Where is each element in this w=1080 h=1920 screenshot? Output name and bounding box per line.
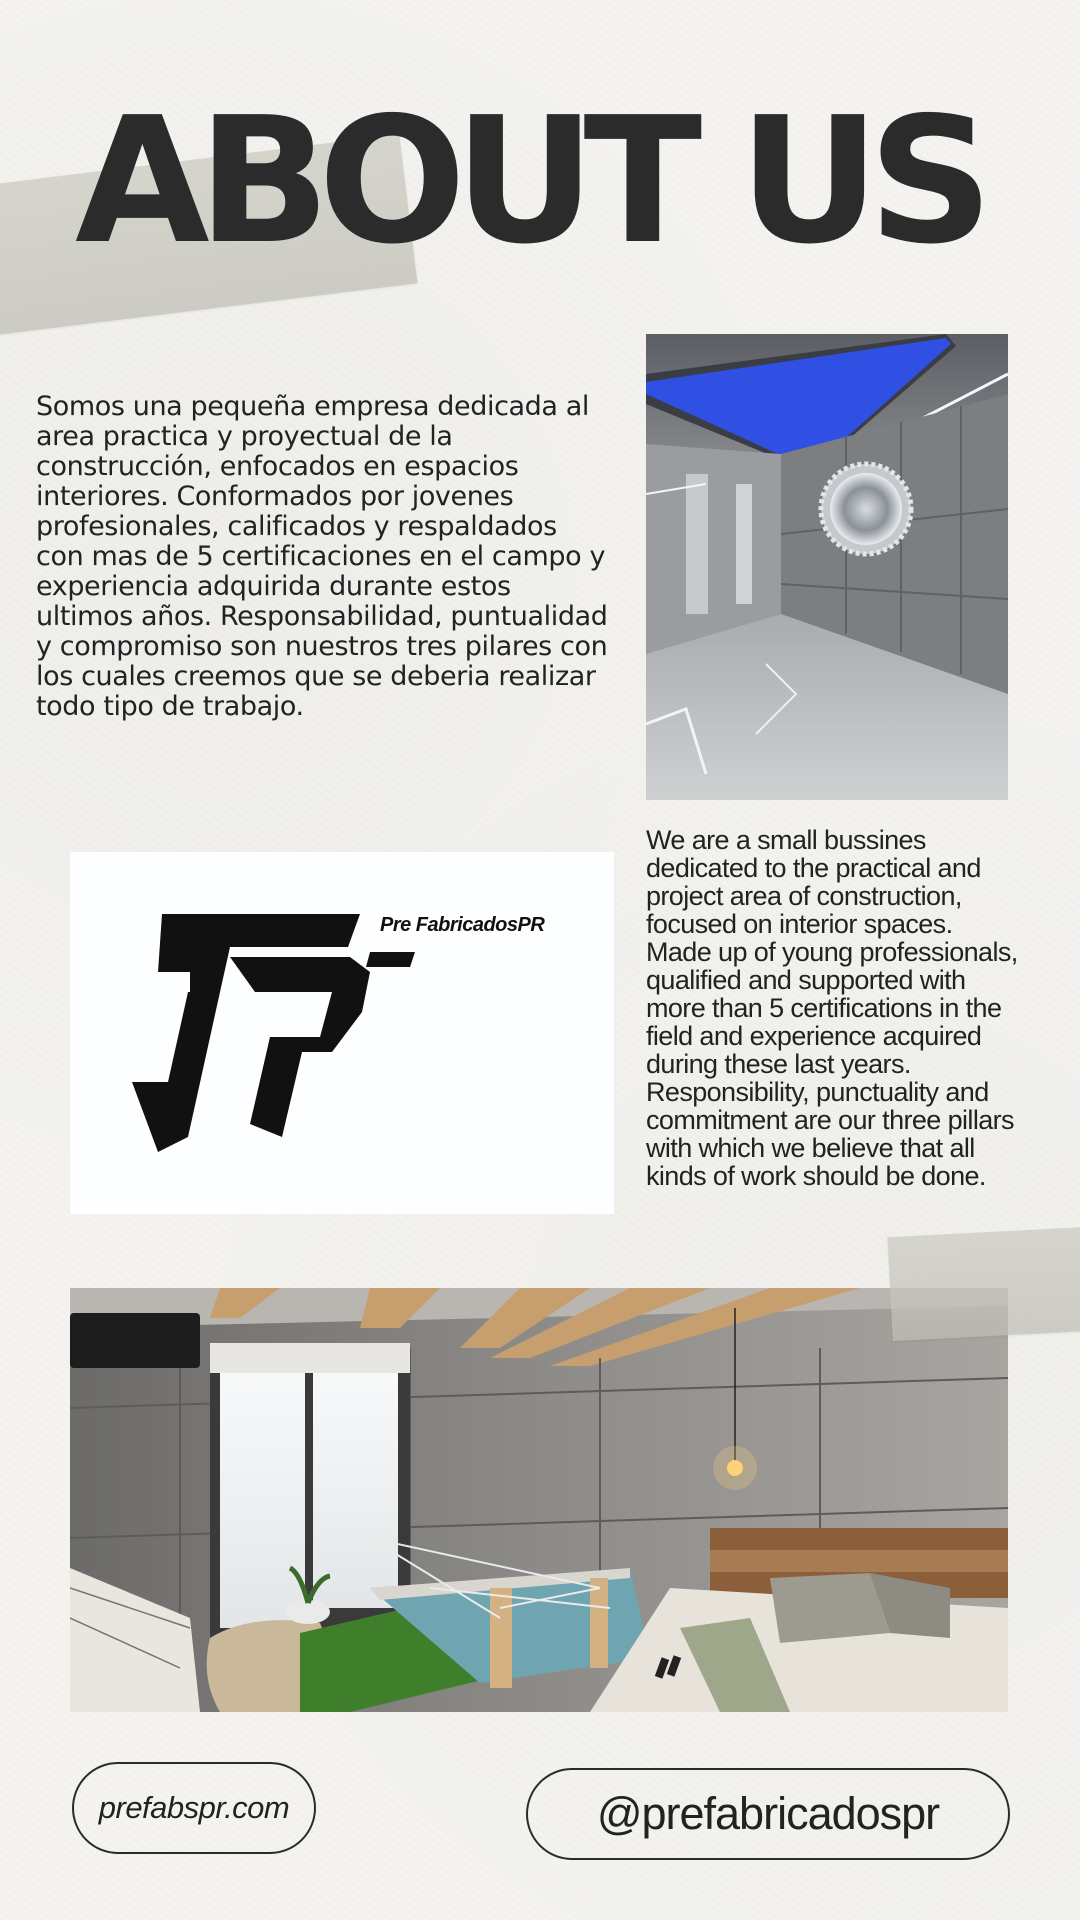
logo-card — [70, 852, 614, 1214]
instagram-handle-link[interactable] — [526, 1768, 1010, 1860]
hallway-photo — [646, 334, 1008, 800]
tape-strip-right — [887, 1227, 1080, 1341]
about-english-text: We are a small bussines dedicated to the practical and project area of construction, focused on interior spaces. Made up of young professionals, qualified and supported with more than 5 certifications in the field and experience acquired during these last years. Responsibility, punctuality and commitment are our three pillars with which we believe that all kinds of work should be done. — [646, 825, 1018, 1191]
website-link[interactable] — [72, 1762, 316, 1854]
about-spanish-text: Somos una pequeña empresa dedicada al area practica y proyectual de la construcción, enfocados en espacios interiores. Conformados por jovenes profesionales, calificados y respaldados con mas de 5 certificaciones en el campo y experiencia adquirida durante estos ultimos años. Responsabilidad, puntualidad y compromiso son nuestros tres pilares con los cuales creemos que se deberia realizar todo tipo de trabajo. — [36, 391, 608, 722]
page-title: ABOUT US — [75, 80, 982, 283]
website-label: prefabspr.com — [98, 1790, 290, 1825]
bedroom-photo — [70, 1288, 1008, 1712]
pf-monogram-icon — [70, 852, 614, 1214]
instagram-label: @prefabricadospr — [596, 1788, 940, 1839]
logo-wordmark: Pre FabricadosPR — [380, 914, 545, 936]
